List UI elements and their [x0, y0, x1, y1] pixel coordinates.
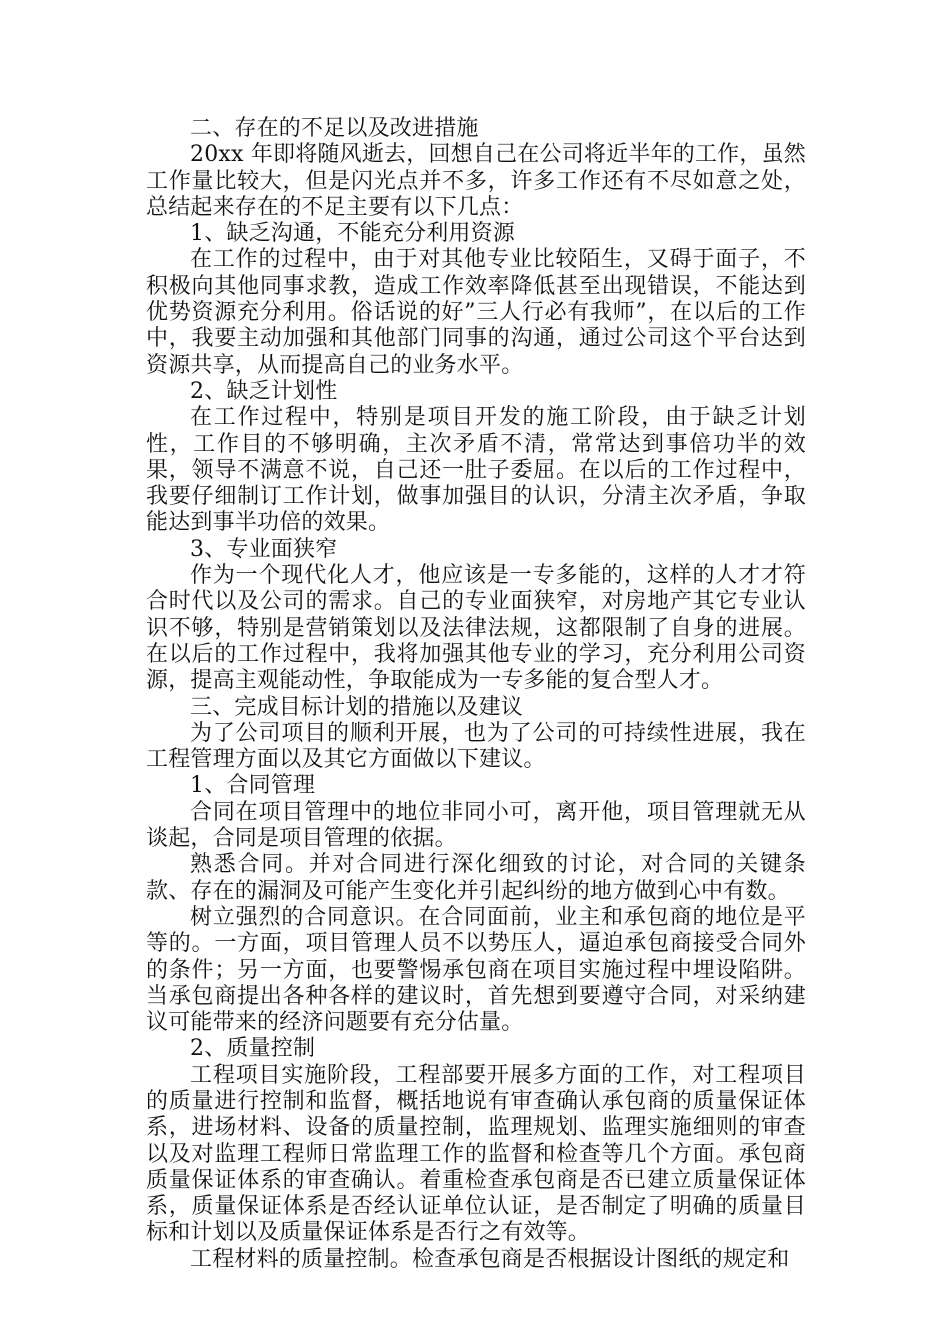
subsection-heading: 3、专业面狭窄 — [190, 536, 338, 562]
paragraph: 工程材料的质量控制。检查承包商是否根据设计图纸的规定和 — [190, 1246, 790, 1272]
paragraph: 树立强烈的合同意识。在合同面前，业主和承包商的地位是平等的。一方面，项目管理人员不以势压人，逼迫承包商接受合同外的条件；另一方面，也要警惕承包商在项目实施过程中埋设陷阱。当承包商提出各种各样的建议时，首先想到要遵守合同，对采纳建议可能带来的经济问题要有充分估量。 — [146, 904, 806, 1036]
subsection-heading: 2、缺乏计划性 — [190, 378, 338, 404]
paragraph: 在工作过程中，特别是项目开发的施工阶段，由于缺乏计划性，工作目的不够明确，主次矛盾不清，常常达到事倍功半的效果，领导不满意不说，自己还一肚子委屈。在以后的工作过程中，我要仔细制订工作计划，做事加强目的认识，分清主次矛盾，争取能达到事半功倍的效果。 — [146, 405, 806, 536]
section-heading: 二、存在的不足以及改进措施 — [190, 116, 479, 141]
paragraph: 为了公司项目的顺利开展，也为了公司的可持续性进展，我在工程管理方面以及其它方面做以下建议。 — [146, 720, 806, 773]
paragraph: 熟悉合同。并对合同进行深化细致的讨论，对合同的关键条款、存在的漏洞及可能产生变化并引起纠纷的地方做到心中有数。 — [146, 852, 806, 904]
paragraph: 作为一个现代化人才，他应该是一专多能的，这样的人才才符合时代以及公司的需求。自己的专业面狭窄，对房地产其它专业认识不够，特别是营销策划以及法律法规，这都限制了自身的进展。在以后的工作过程中，我将加强其他专业的学习，充分利用公司资源，提高主观能动性，争取能成为一专多能的复合型人才。 — [146, 563, 806, 694]
section-heading: 三、完成目标计划的措施以及建议 — [190, 694, 524, 720]
paragraph: 在工作的过程中，由于对其他专业比较陌生，又碍于面子，不积极向其他同事求教，造成工作效率降低甚至出现错误，不能达到优势资源充分利用。俗话说的好”三人行必有我师”，在以后的工作中，我要主动加强和其他部门同事的沟通，通过公司这个平台达到资源共享，从而提高自己的业务水平。 — [146, 247, 806, 378]
subsection-heading: 1、合同管理 — [190, 773, 316, 799]
paragraph: 合同在项目管理中的地位非同小可，离开他，项目管理就无从谈起，合同是项目管理的依据。 — [146, 799, 806, 852]
subsection-heading: 1、缺乏沟通，不能充分利用资源 — [190, 221, 515, 247]
paragraph: 20xx 年即将随风逝去，回想自己在公司将近半年的工作，虽然工作量比较大，但是闪光点并不多，许多工作还有不尽如意之处，总结起来存在的不足主要有以下几点： — [146, 142, 806, 220]
subsection-heading: 2、质量控制 — [190, 1036, 316, 1062]
paragraph: 工程项目实施阶段，工程部要开展多方面的工作，对工程项目的质量进行控制和监督，概括地说有审查确认承包商的质量保证体系，进场材料、设备的质量控制，监理规划、监理实施细则的审查以及对监理工程师日常监理工作的监督和检查等几个方面。承包商质量保证体系的审查确认。着重检查承包商是否已建立质量保证体系，质量保证体系是否经认证单位认证，是否制定了明确的质量目标和计划以及质量保证体系是否行之有效等。 — [146, 1062, 806, 1246]
document-page — [146, 116, 806, 1273]
